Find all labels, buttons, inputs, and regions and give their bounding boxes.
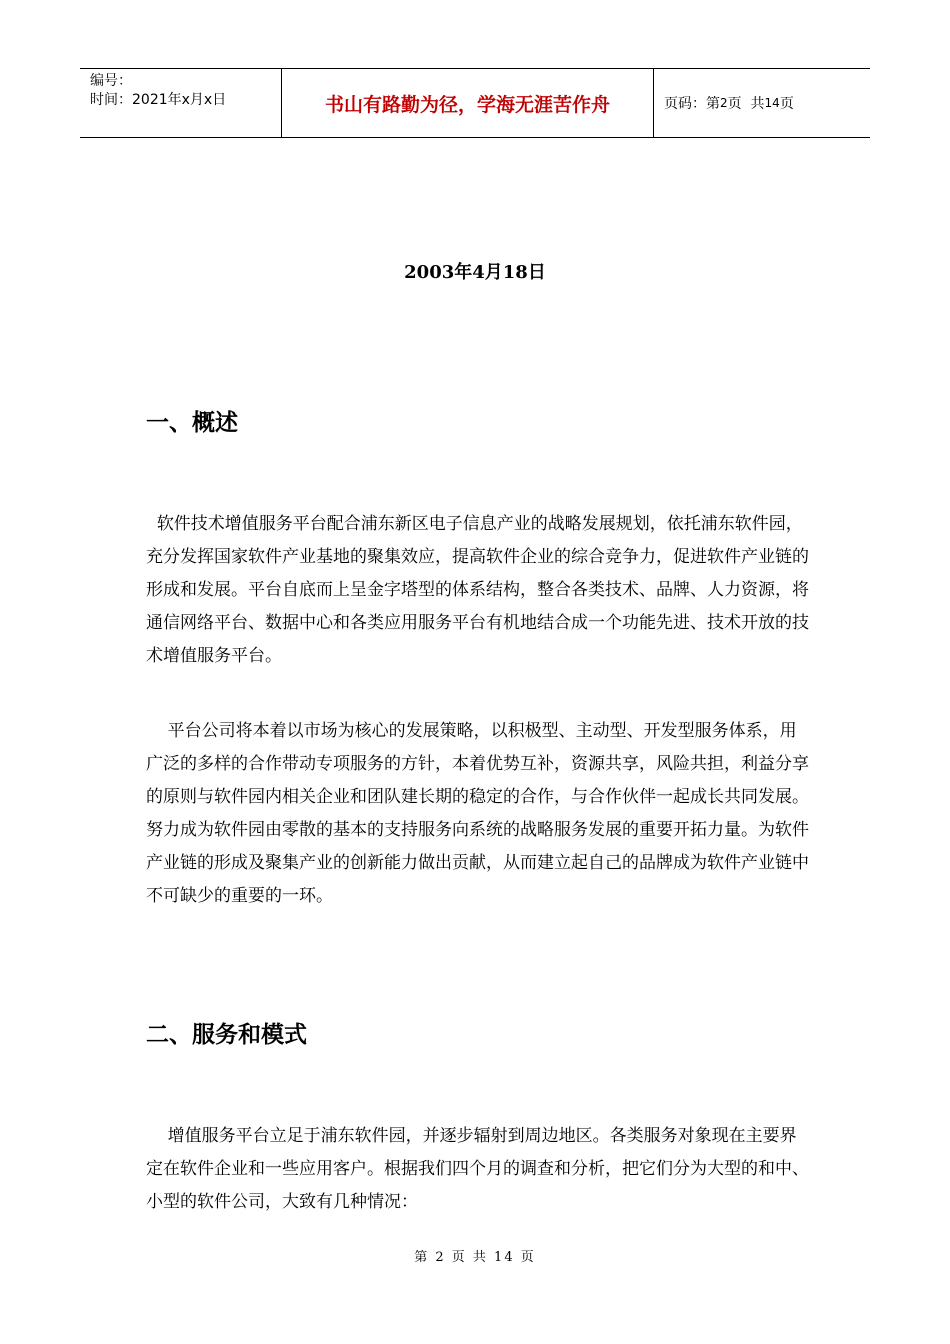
time-label: 时间：2021年x月x日 (90, 92, 227, 108)
header-page-info (654, 69, 870, 137)
header-motto: 书山有路勤为径，学海无涯苦作舟 (282, 69, 654, 137)
document-date: 2003年4月18日 (404, 262, 546, 283)
page-label: 页码：第 (664, 96, 720, 112)
page-number: 2 (720, 96, 728, 110)
paragraph-overview-1: 软件技术增值服务平台配合浦东新区电子信息产业的战略发展规划，依托浦东软件园，充分发挥国家软件产业基地的聚集效应，提高软件企业的综合竞争力，促进软件产业链的形成和发展。平台自底而上呈金字塔型的体系结构，整合各类技术、品牌、人力资源，将通信网络平台、数据中心和各类应用服务平台有机地结合成一个功能先进、技术开放的技术增值服务平台。 (146, 514, 809, 666)
page-total: 14 (764, 96, 780, 110)
paragraph-overview-2: 平台公司将本着以市场为核心的发展策略，以积极型、主动型、开发型服务体系，用广泛的多样的合作带动专项服务的方针，本着优势互补，资源共享，风险共担，利益分享的原则与软件园内相关企业和团队建长期的稳定的合作，与合作伙伴一起成长共同发展。努力成为软件园由零散的基本的支持服务向系统的战略服务发展的重要开拓力量。为软件产业链的形成及聚集产业的创新能力做出贡献，从而建立起自己的品牌成为软件产业链中不可缺少的重要的一环。 (146, 721, 809, 906)
code-label: 编号： (90, 73, 132, 89)
page-end: 页 (779, 96, 794, 112)
header-meta (80, 69, 282, 137)
page-mid: 页 共 (727, 96, 765, 112)
section-heading-overview: 一、概述 (146, 410, 238, 436)
paragraph-services-1: 增值服务平台立足于浦东软件园，并逐步辐射到周边地区。各类服务对象现在主要界定在软件企业和一些应用客户。根据我们四个月的调查和分析，把它们分为大型的和中、小型的软件公司，大致有几种情况： (146, 1126, 809, 1212)
page-header (80, 68, 870, 138)
section-heading-services: 二、服务和模式 (146, 1022, 307, 1048)
page-footer: 第 2 页 共 14 页 (414, 1250, 536, 1265)
